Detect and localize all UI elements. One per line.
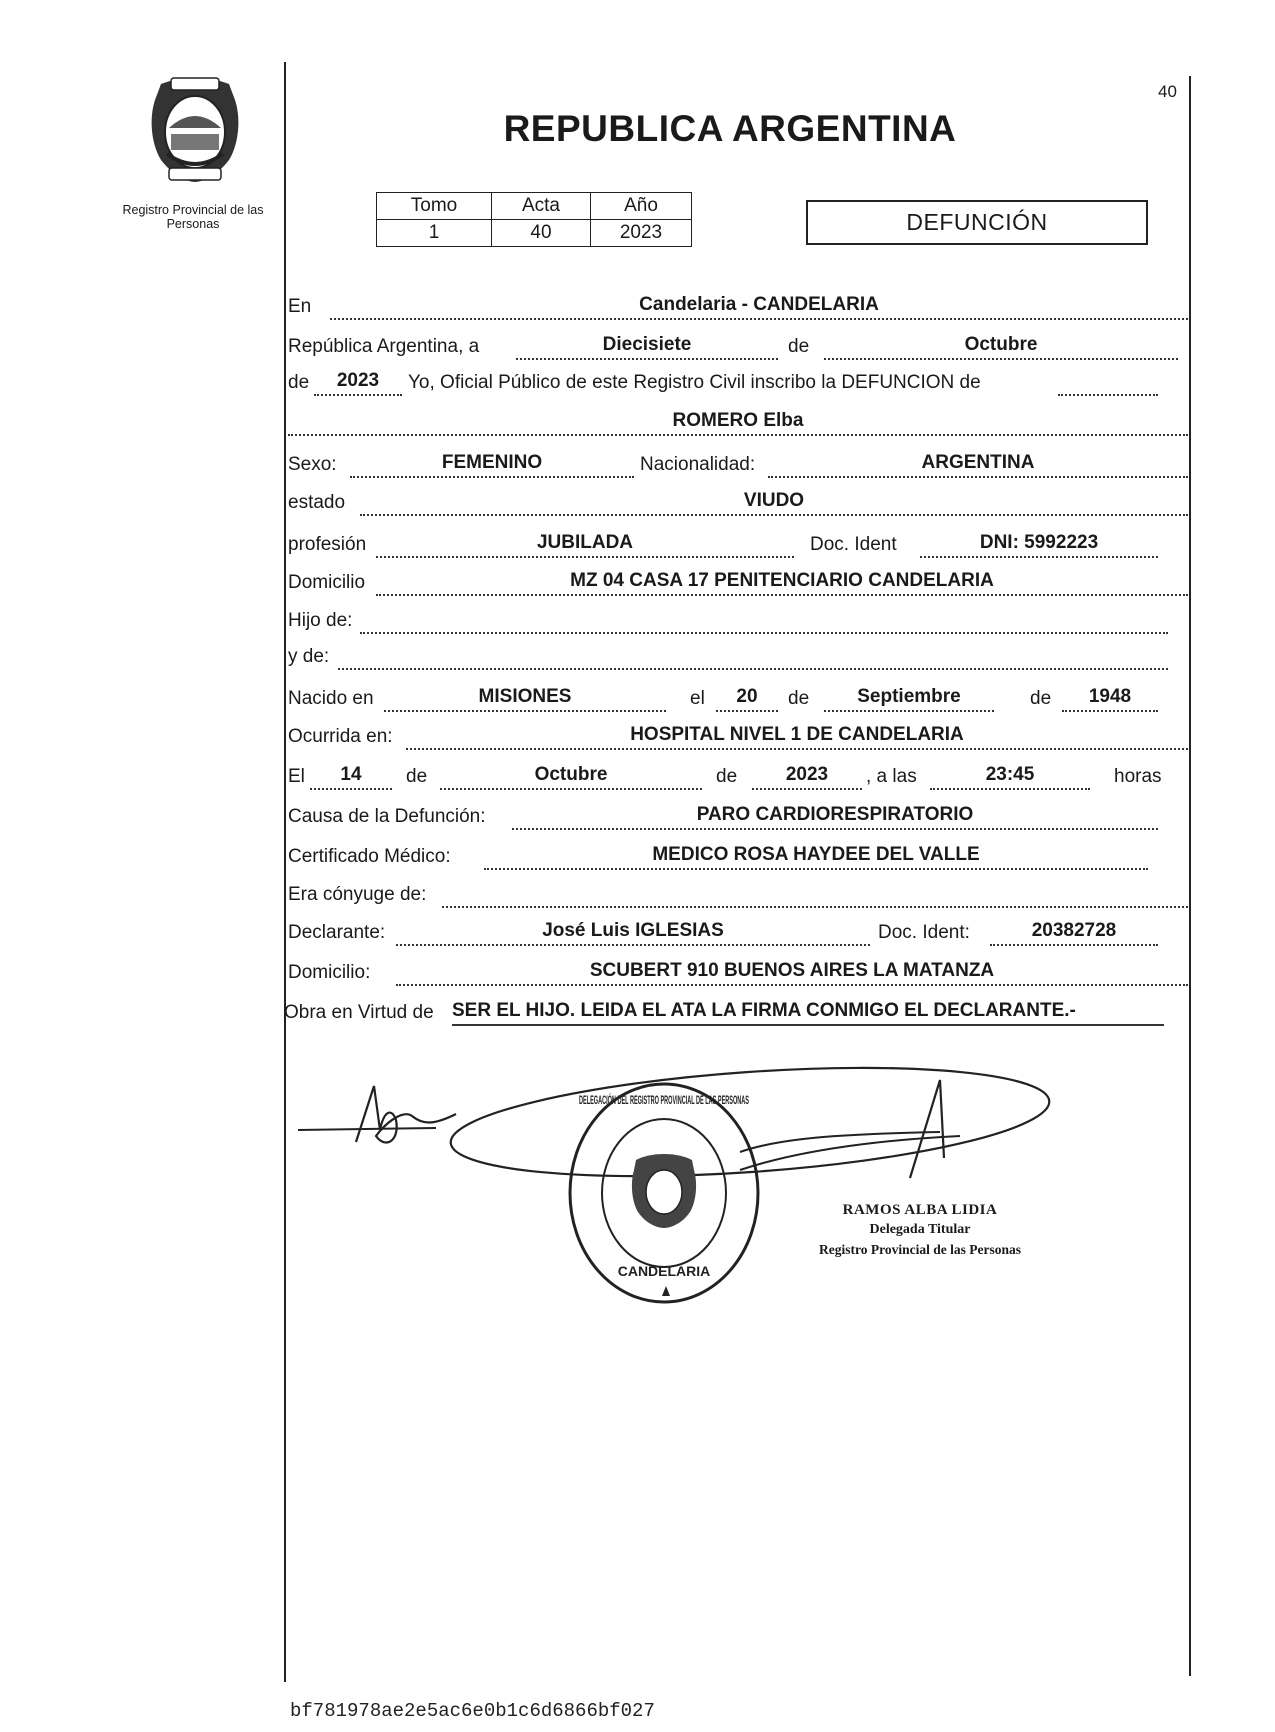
day-field: Diecisiete <box>516 332 778 360</box>
row-date <box>288 332 1178 362</box>
deceased-name-field: ROMERO Elba <box>288 408 1188 436</box>
def-month-field: Octubre <box>440 762 702 790</box>
conyuge-label: Era cónyuge de: <box>288 884 427 905</box>
nacido-label: Nacido en <box>288 688 374 709</box>
row-estado <box>288 488 1188 518</box>
doc-ident-label: Doc. Ident <box>810 534 897 555</box>
row-ocurrida <box>288 722 1188 752</box>
tomo-value: 1 <box>377 220 492 247</box>
page-number: 40 <box>1158 82 1177 101</box>
anio-value: 2023 <box>591 220 692 247</box>
obra-label: Obra en Virtud de <box>284 1002 434 1023</box>
decl-doc-field: 20382728 <box>990 918 1158 946</box>
de-label-6: de <box>716 766 738 787</box>
row-sexo <box>288 450 1188 480</box>
en-label: En <box>288 296 312 317</box>
document-type-box: DEFUNCIÓN <box>806 200 1148 245</box>
hijo-label: Hijo de: <box>288 610 353 631</box>
left-margin-line <box>284 62 286 1682</box>
row-decl-domicilio <box>288 958 1188 988</box>
sexo-field: FEMENINO <box>350 450 634 478</box>
estado-field: VIUDO <box>360 488 1188 516</box>
row-conyuge <box>288 880 1188 910</box>
signer-block <box>760 1200 1080 1260</box>
row-fecha-defuncion <box>288 762 1168 792</box>
anio-header: Año <box>591 193 692 220</box>
document-hash: bf781978ae2e5ac6e0b1c6d6866bf027 <box>290 1700 655 1722</box>
yde-label: y de: <box>288 646 330 667</box>
decl-domicilio-field: SCUBERT 910 BUENOS AIRES LA MATANZA <box>396 958 1188 986</box>
el2-label: El <box>288 766 305 787</box>
de-label-4: de <box>1030 688 1052 709</box>
declarante-label: Declarante: <box>288 922 386 943</box>
nacionalidad-label: Nacionalidad: <box>640 454 756 475</box>
causa-label: Causa de la Defunción: <box>288 806 486 827</box>
def-day-field: 14 <box>310 762 392 790</box>
document-title: REPUBLICA ARGENTINA <box>503 108 957 149</box>
nac-year-field: 1948 <box>1062 684 1158 712</box>
row-hijo <box>288 606 1168 636</box>
year-field: 2023 <box>314 368 402 396</box>
stamp-ring-text: DELEGACIÓN DEL REGISTRO PROVINCIAL DE LAS PERSONAS <box>579 1093 948 1107</box>
alas-label: , a las <box>866 766 917 787</box>
estado-label: estado <box>288 492 346 513</box>
registry-name: Registro Provincial de las Personas <box>122 203 264 231</box>
signer-org: Registro Provincial de las Personas <box>819 1242 1021 1257</box>
nac-day-field: 20 <box>716 684 778 712</box>
row-place <box>288 292 1188 322</box>
domicilio-field: MZ 04 CASA 17 PENITENCIARIO CANDELARIA <box>376 568 1188 596</box>
sexo-label: Sexo: <box>288 454 337 475</box>
ocurrida-en-field: HOSPITAL NIVEL 1 DE CANDELARIA <box>406 722 1188 750</box>
decl-domicilio-label: Domicilio: <box>288 962 371 983</box>
de-label-2: de <box>288 372 310 393</box>
tomo-acta-anio-table <box>376 192 692 247</box>
profesion-field: JUBILADA <box>376 530 794 558</box>
tomo-header: Tomo <box>377 193 492 220</box>
right-margin-line <box>1189 76 1191 1676</box>
nacionalidad-field: ARGENTINA <box>768 450 1188 478</box>
el-label: el <box>690 688 705 709</box>
de-label-3: de <box>788 688 810 709</box>
domicilio-label: Domicilio <box>288 572 366 593</box>
republica-label: República Argentina, a <box>288 336 480 357</box>
row-yde <box>288 642 1168 672</box>
profesion-label: profesión <box>288 534 367 555</box>
def-year-field: 2023 <box>752 762 862 790</box>
nac-month-field: Septiembre <box>824 684 994 712</box>
row-obra <box>284 998 1164 1028</box>
ocurrida-label: Ocurrida en: <box>288 726 393 747</box>
acta-value: 40 <box>492 220 591 247</box>
month-field: Octubre <box>824 332 1178 360</box>
obra-field: SER EL HIJO. LEIDA EL ATA LA FIRMA CONMIGO EL DECLARANTE.- <box>452 998 1164 1026</box>
def-time-field: 23:45 <box>930 762 1090 790</box>
causa-field: PARO CARDIORESPIRATORIO <box>512 802 1158 830</box>
inscribo-text: Yo, Oficial Público de este Registro Civil inscribo la DEFUNCION de <box>408 372 981 393</box>
row-profesion <box>288 530 1158 560</box>
certificado-label: Certificado Médico: <box>288 846 451 867</box>
row-name <box>288 408 1188 438</box>
certificado-field: MEDICO ROSA HAYDEE DEL VALLE <box>484 842 1148 870</box>
yde-field <box>338 642 1168 670</box>
provincial-shield-logo <box>145 74 245 186</box>
row-nacido <box>288 684 1158 714</box>
acta-header: Acta <box>492 193 591 220</box>
inscribo-trailing-field <box>1058 368 1158 396</box>
de-label-1: de <box>788 336 810 357</box>
row-declarante <box>288 918 1158 948</box>
de-label-5: de <box>406 766 428 787</box>
row-certificado <box>288 842 1148 872</box>
row-year <box>288 368 1158 398</box>
conyuge-field <box>442 880 1188 908</box>
signer-name: RAMOS ALBA LIDIA <box>842 1202 998 1218</box>
row-domicilio <box>288 568 1188 598</box>
row-causa <box>288 802 1158 832</box>
stamp-town-text: CANDELARIA <box>617 1263 711 1279</box>
signer-role: Delegada Titular <box>869 1222 971 1237</box>
doc-ident-field: DNI: 5992223 <box>920 530 1158 558</box>
declarante-field: José Luis IGLESIAS <box>396 918 870 946</box>
horas-label: horas <box>1114 766 1162 787</box>
hijo-field <box>360 606 1168 634</box>
decl-doc-label: Doc. Ident: <box>878 922 970 943</box>
nacido-en-field: MISIONES <box>384 684 666 712</box>
place-field: Candelaria - CANDELARIA <box>330 292 1188 320</box>
